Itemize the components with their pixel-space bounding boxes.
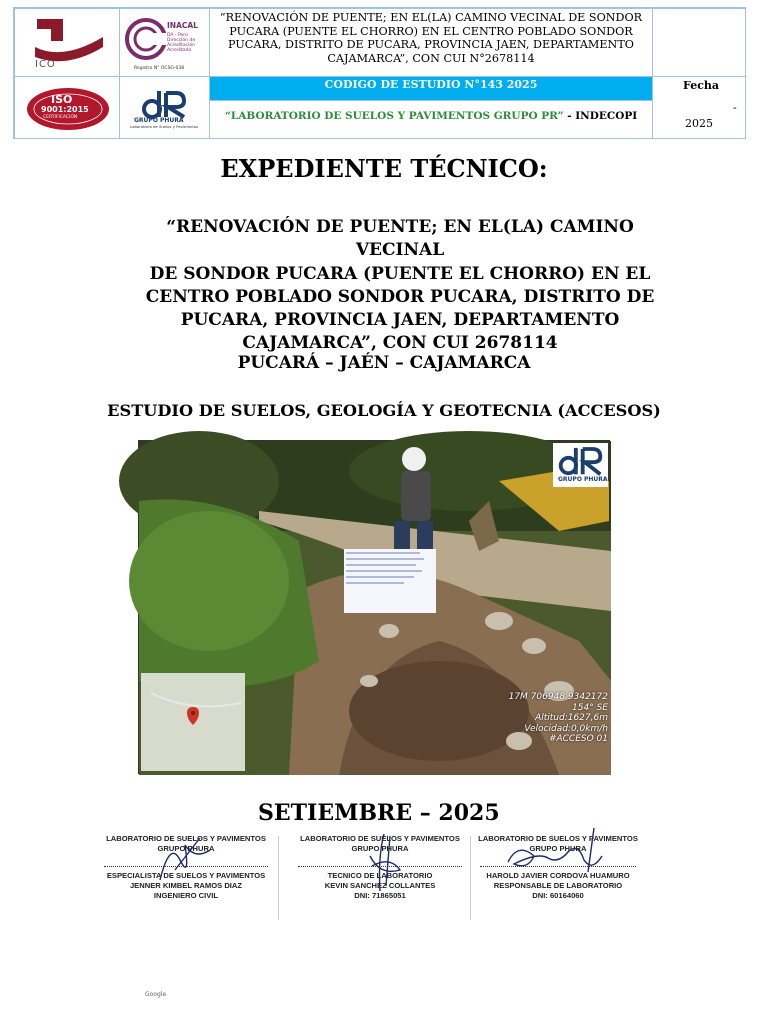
signature-lab: LABORATORIO DE SUELOS Y PAVIMENTOS	[478, 834, 638, 843]
handwritten-signature-icon	[498, 822, 618, 882]
signature-extra: DNI: 60164060	[532, 891, 584, 900]
project-line: CAJAMARCA”, CON CUI 2678114	[242, 333, 558, 354]
project-title	[120, 216, 680, 356]
location: PUCARÁ – JAÉN – CAJAMARCA	[237, 353, 531, 373]
signature-role: TECNICO DE LABORATORIO	[327, 871, 433, 880]
stamp-line: 154° SE	[572, 702, 608, 713]
study-code: CODIGO DE ESTUDIO N°143 2025	[209, 76, 653, 101]
dr-logo-cell	[119, 76, 210, 139]
project-line: PUCARA, PROVINCIA JAEN, DEPARTAMENTO	[180, 310, 620, 331]
signature-name: JENNER KIMBEL RAMOS DIAZ	[129, 881, 243, 890]
map-credit: Google	[145, 991, 167, 998]
signature-group: GRUPO PHURA	[529, 844, 587, 853]
ico-logo-text: ICO	[35, 59, 56, 70]
dr-logo-sub: Laboratorio de Suelos y Pavimentos	[130, 124, 199, 129]
study-title: ESTUDIO DE SUELOS, GEOLOGÍA Y GEOTECNIA (ACCESOS)	[107, 401, 661, 420]
stamp-line: Velocidad:0,0km/h	[524, 723, 608, 734]
handwritten-signature-icon	[150, 830, 230, 890]
iso-number: 9001:2015	[41, 105, 89, 114]
fecha-dash: -	[733, 101, 737, 114]
signature-name: RESPONSABLE DE LABORATORIO	[493, 881, 623, 890]
fecha-label: Fecha	[683, 79, 720, 92]
document-header	[13, 7, 746, 139]
photo-gps-stamp	[509, 692, 608, 745]
fecha-cell	[652, 76, 746, 139]
inacal-name: INACAL	[167, 21, 198, 30]
signature-lab: LABORATORIO DE SUELOS Y PAVIMENTOS	[106, 834, 266, 843]
signature-divider	[278, 836, 279, 920]
signature-extra: DNI: 71865051	[354, 891, 406, 900]
lab-name-cell	[209, 100, 653, 139]
signature-name: KEVIN SANCHEZ COLLANTES	[324, 881, 436, 890]
header-blank-cell	[652, 8, 746, 77]
signature-extra: INGENIERO CIVIL	[153, 891, 219, 900]
project-line: CENTRO POBLADO SONDOR PUCARA, DISTRITO DE	[145, 286, 655, 307]
lab-name: “LABORATORIO DE SUELOS Y PAVIMENTOS GRUPO PR”	[224, 110, 564, 122]
main-title: EXPEDIENTE TÉCNICO:	[220, 154, 548, 183]
signature-group: GRUPO PHURA	[351, 844, 409, 853]
project-line: “RENOVACIÓN DE PUENTE; EN EL(LA) CAMINO VECINAL	[166, 217, 634, 261]
lab-suffix: - INDECOPI	[563, 110, 638, 122]
iso-caption: CERTIFICACIÓN	[43, 115, 78, 120]
inacal-registro: Registro N° OCSG-038	[134, 66, 185, 71]
ico-logo-cell	[14, 8, 120, 77]
stamp-line: Altitud:1627,6m	[535, 713, 608, 724]
sample-sign-card	[344, 549, 436, 613]
dr-logo-icon	[140, 89, 190, 119]
handwritten-signature-icon	[350, 826, 420, 896]
signature-role: ESPECIALISTA DE SUELOS Y PAVIMENTOS	[106, 871, 266, 880]
stamp-line: 17M 706948 9342172	[508, 692, 608, 702]
handwritten-sign-icon	[344, 549, 428, 601]
stamp-line: #ACCESO 01	[548, 734, 608, 745]
signature-group: GRUPO PHURA	[157, 844, 215, 853]
signature-lab: LABORATORIO DE SUELOS Y PAVIMENTOS	[300, 834, 460, 843]
signature-role: HAROLD JAVIER CORDOVA HUAMURO	[486, 871, 630, 880]
iso-logo-cell	[14, 76, 120, 139]
fecha-year: 2025	[685, 117, 713, 130]
map-pin-icon	[141, 673, 245, 771]
project-line: DE SONDOR PUCARA (PUENTE EL CHORRO) EN EL	[149, 263, 651, 284]
inacal-logo-cell	[119, 8, 210, 77]
photo-logo-name: GRUPO PHURA	[558, 476, 608, 483]
header-title: “RENOVACIÓN DE PUENTE; EN EL(LA) CAMINO VECINAL DE SONDOR PUCARA (PUENTE EL CHORRO) EN EL CENTRO POBLADO SONDOR PUCARA, DISTRITO DE PUCARA, PROVINCIA JAEN, DEPARTAMENTO CAJAMARCA”, CON CUI N°2678114	[209, 8, 653, 77]
photo-watermark-logo	[553, 443, 608, 487]
dr-watermark-icon	[553, 443, 608, 477]
iso-text: ISO	[51, 93, 73, 106]
inacal-subtitle: DA - Perú Dirección de Acreditación Acreditado	[167, 33, 196, 53]
dr-logo-name: GRUPO PHURA	[134, 117, 184, 124]
document-date: SETIEMBRE – 2025	[258, 800, 500, 826]
signature-divider	[470, 836, 471, 920]
